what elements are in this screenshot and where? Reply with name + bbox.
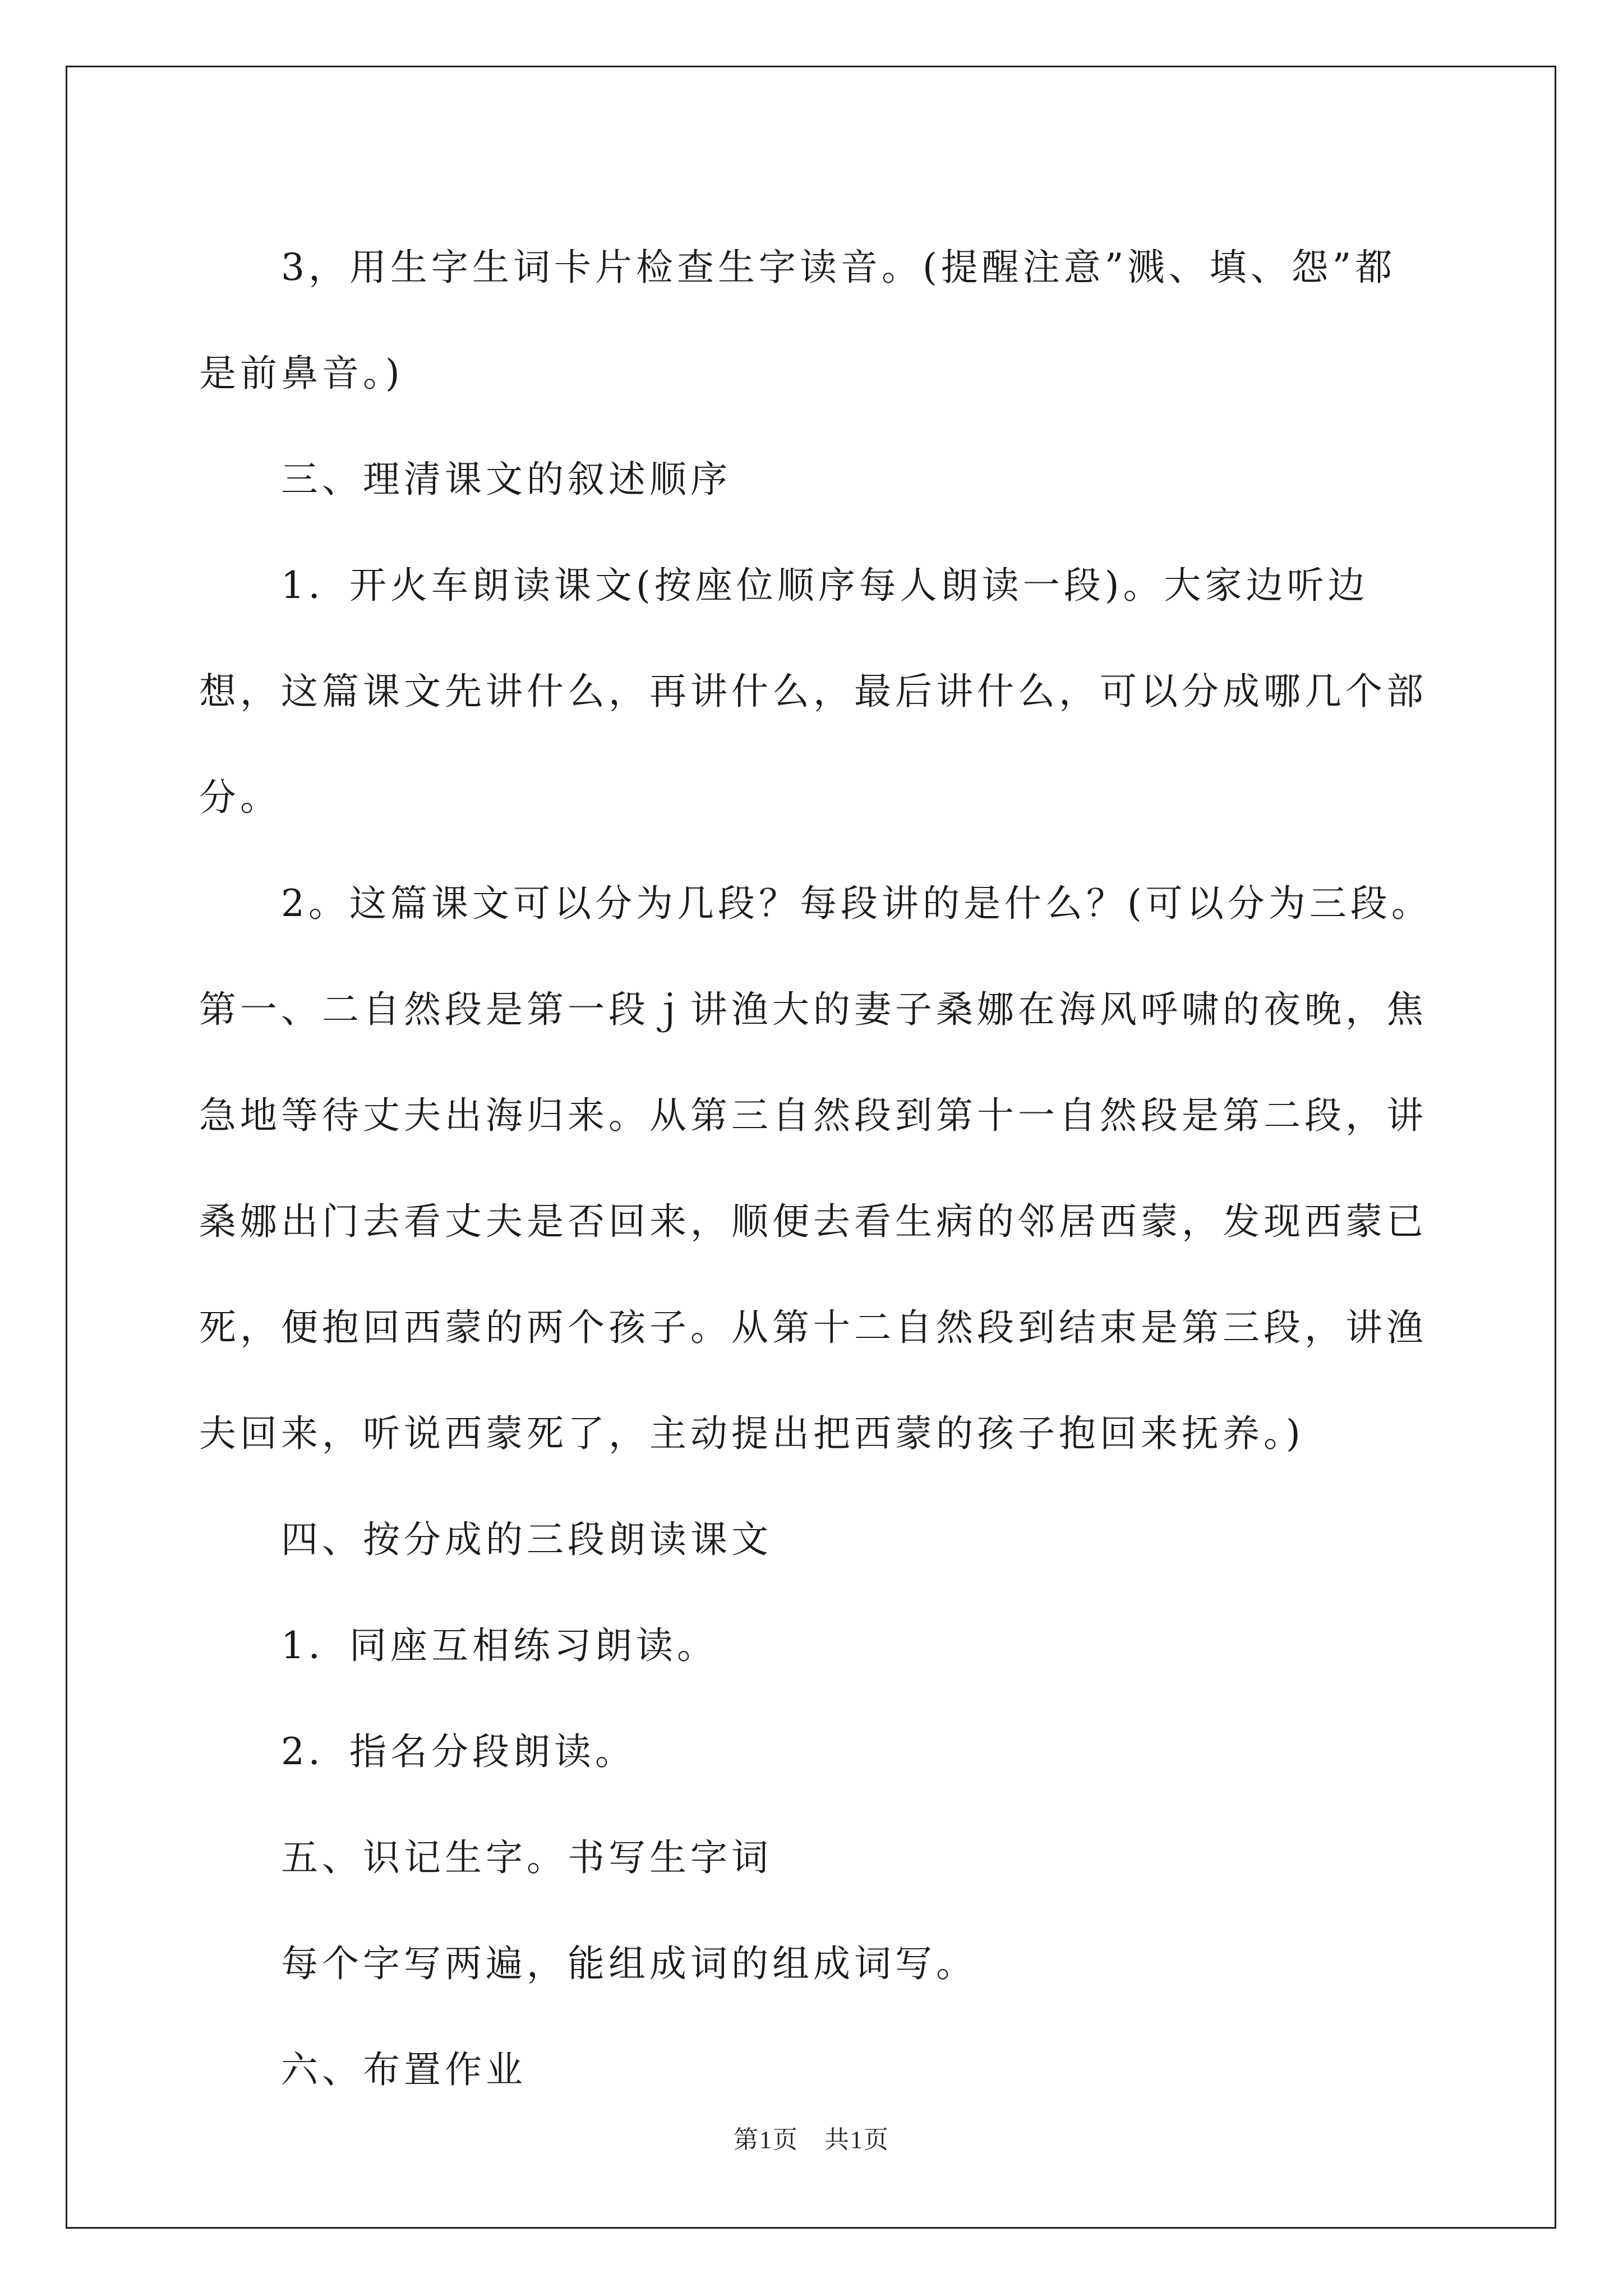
section-heading-characters: 五、识记生字。书写生字词 (281, 1836, 772, 1879)
paragraph-section-division: 2。这篇课文可以分为几段？每段讲的是什么？(可以分为三段。第一、二自然段是第一段ｊ讲渔大的妻子桑娜在海风呼啸的夜晚，焦急地等待丈夫出海归来。从第三自然段到第十一自然段是第二段，讲桑娜出门去看丈夫是否回来，顺便去看生病的邻居西蒙，发现西蒙已死，便抱回西蒙的两个孩子。从第十二自然段到结束是第三段，讲渔夫回来，听说西蒙死了，主动提出把西蒙的孩子抱回来抚养。) (199, 882, 1432, 1455)
paragraph-writing-practice: 每个字写两遍，能组成词的组成词写。 (281, 1942, 977, 1985)
section-heading-homework: 六、布置作业 (281, 2048, 527, 2091)
section-heading-narrative-order: 三、理清课文的叙述顺序 (281, 458, 731, 501)
section-heading-read-by-sections: 四、按分成的三段朗读课文 (281, 1518, 772, 1561)
page-footer: 第1页 共1页 (734, 2126, 889, 2154)
paragraph-train-reading: 1．开火车朗读课文(按座位顺序每人朗读一段)。大家边听边想，这篇课文先讲什么，再讲什么，最后讲什么，可以分成哪几个部分。 (199, 564, 1427, 819)
paragraph-spelling-check: 3，用生字生词卡片检查生字读音。(提醒注意”溅、填、怨”都是前鼻音。) (199, 246, 1396, 395)
paragraph-partner-reading: 1．同座互相练习朗读。 (281, 1624, 718, 1667)
document-body (199, 214, 1433, 2123)
paragraph-named-reading: 2．指名分段朗读。 (281, 1730, 636, 1773)
